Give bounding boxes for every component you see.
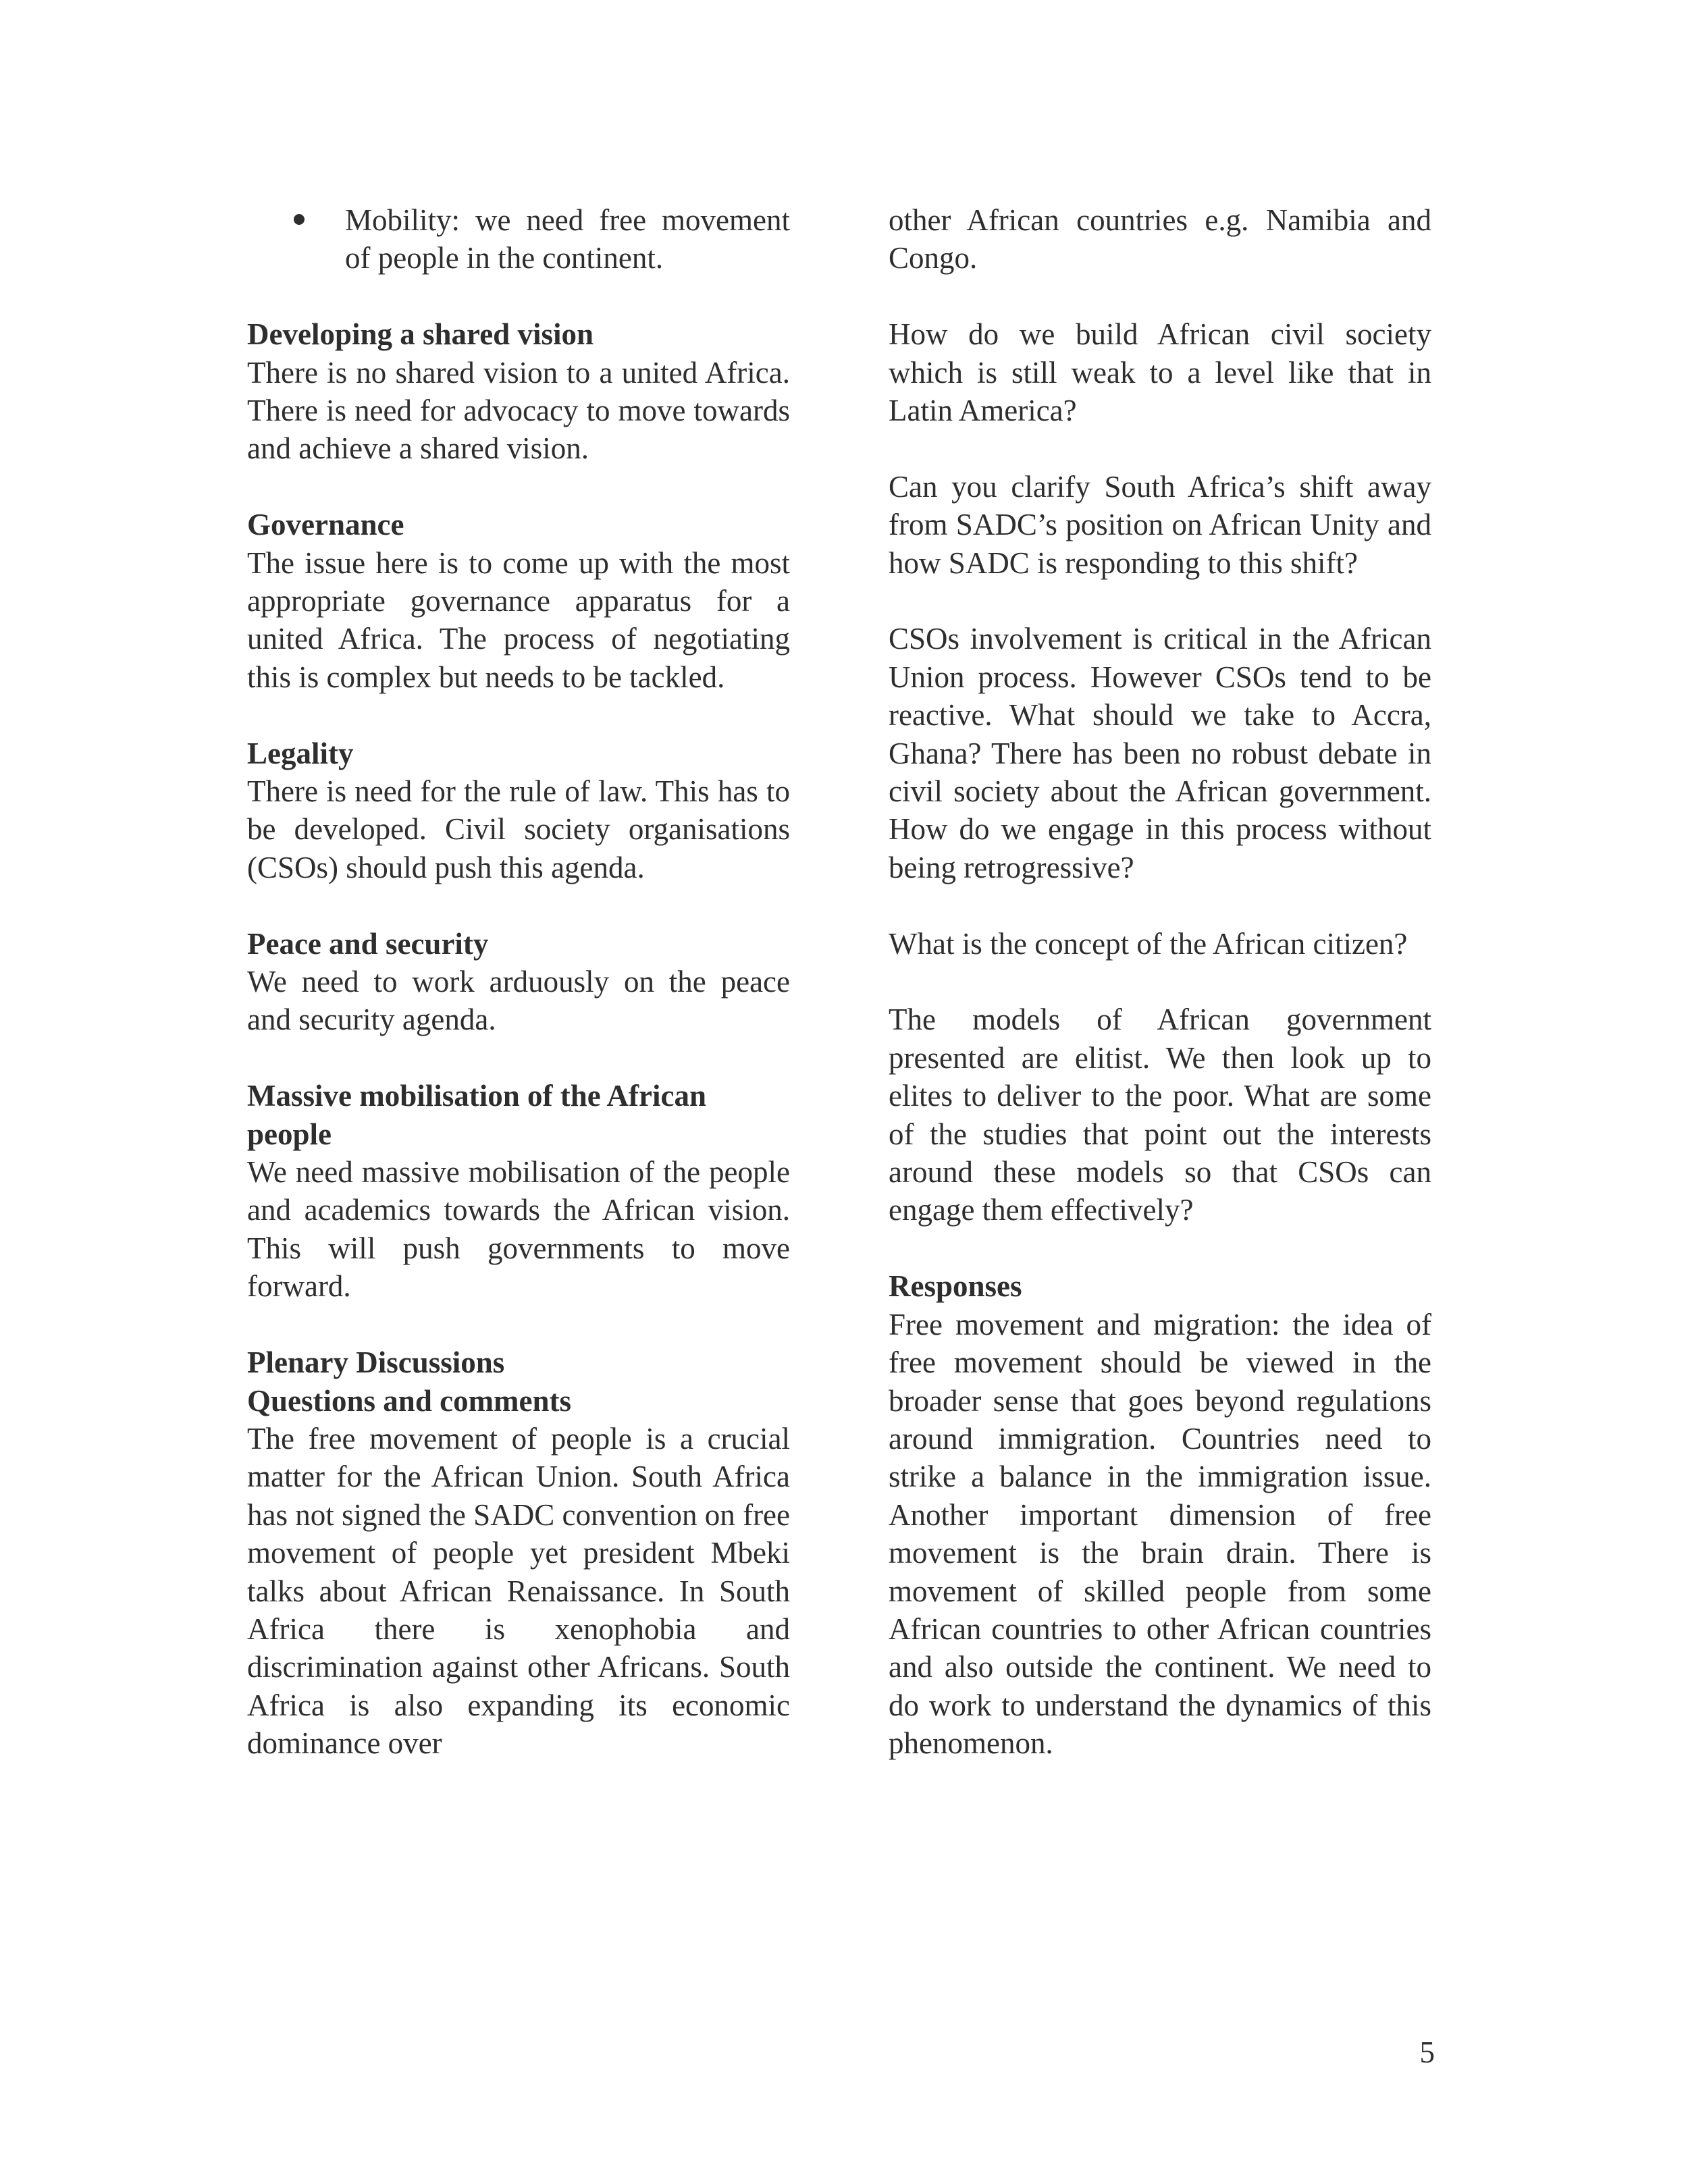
responses-heading: Responses bbox=[889, 1269, 1022, 1304]
section-body: We need to work arduously on the peace and security agenda. bbox=[247, 965, 790, 1037]
section-body: We need massive mobilisation of the people and academics towards the African vision. This will push governments to move forward. bbox=[247, 1155, 790, 1304]
section-body: The issue here is to come up with the most appropriate governance apparatus for a united Africa. The process of negotiating this is complex but needs to be tackled. bbox=[247, 545, 790, 694]
plenary-body: The free movement of people is a crucial matter for the African Union. South Africa has not signed the SADC convention on free movement of people yet president Mbeki talks about African Renaissance. In South Africa there is xenophobia and discrimination against other Africans. South Africa is also expanding its economic dominance over bbox=[247, 1421, 790, 1761]
page-number: 5 bbox=[1419, 2035, 1435, 2069]
section-mass-mobilisation bbox=[247, 1077, 790, 1305]
bullet-text: Mobility: we need free movement of people in the continent. bbox=[345, 203, 790, 275]
section-responses bbox=[889, 1267, 1431, 1762]
right-column bbox=[889, 201, 1431, 1763]
paragraph: The models of African government presented are elitist. We then look up to elites to deliver to the poor. What are some of the studies that point out the interests around these models so that CSOs can engage them effectively? bbox=[889, 1003, 1431, 1227]
paragraph: other African countries e.g. Namibia and Congo. bbox=[889, 203, 1431, 275]
paragraph: What is the concept of the African citizen? bbox=[889, 926, 1408, 961]
section-body: There is no shared vision to a united Africa. There is need for advocacy to move towards and achieve a shared vision. bbox=[247, 355, 790, 466]
bullet-dot-icon bbox=[294, 214, 305, 225]
bullet-list bbox=[247, 201, 790, 277]
section-peace-security bbox=[247, 925, 790, 1039]
paragraph: Can you clarify South Africa’s shift away from SADC’s position on African Unity and how SADC is responding to this shift? bbox=[889, 469, 1431, 580]
section-heading: Massive mobilisation of the African people bbox=[247, 1079, 706, 1151]
plenary-subheading: Questions and comments bbox=[247, 1383, 572, 1418]
responses-body: Free movement and migration: the idea of free movement should be viewed in the broader sense that goes beyond regulations around immigration. Countries need to strike a balance in the immigration issue. Another important dimension of free movement is the brain drain. There is movement of skilled people from some African countries to other African countries and also outside the continent. We need to do work to understand the dynamics of this phenomenon. bbox=[889, 1307, 1431, 1761]
paragraph: CSOs involvement is critical in the African Union process. However CSOs tend to be reactive. What should we take to Accra, Ghana? There has been no robust debate in civil society about the African government. How do we engage in this process without being retrogressive? bbox=[889, 622, 1431, 884]
section-heading: Peace and security bbox=[247, 926, 489, 961]
section-plenary bbox=[247, 1343, 790, 1762]
bullet-item bbox=[345, 201, 790, 277]
left-column bbox=[247, 201, 790, 1763]
section-body: There is need for the rule of law. This has to be developed. Civil society organisations (CSOs) should push this agenda. bbox=[247, 774, 790, 884]
section-shared-vision bbox=[247, 315, 790, 468]
section-heading: Legality bbox=[247, 736, 354, 770]
section-legality bbox=[247, 735, 790, 887]
paragraph: How do we build African civil society which is still weak to a level like that in Latin America? bbox=[889, 317, 1431, 428]
section-heading: Governance bbox=[247, 508, 404, 542]
section-governance bbox=[247, 506, 790, 696]
section-heading: Developing a shared vision bbox=[247, 317, 594, 352]
plenary-heading: Plenary Discussions bbox=[247, 1346, 505, 1380]
